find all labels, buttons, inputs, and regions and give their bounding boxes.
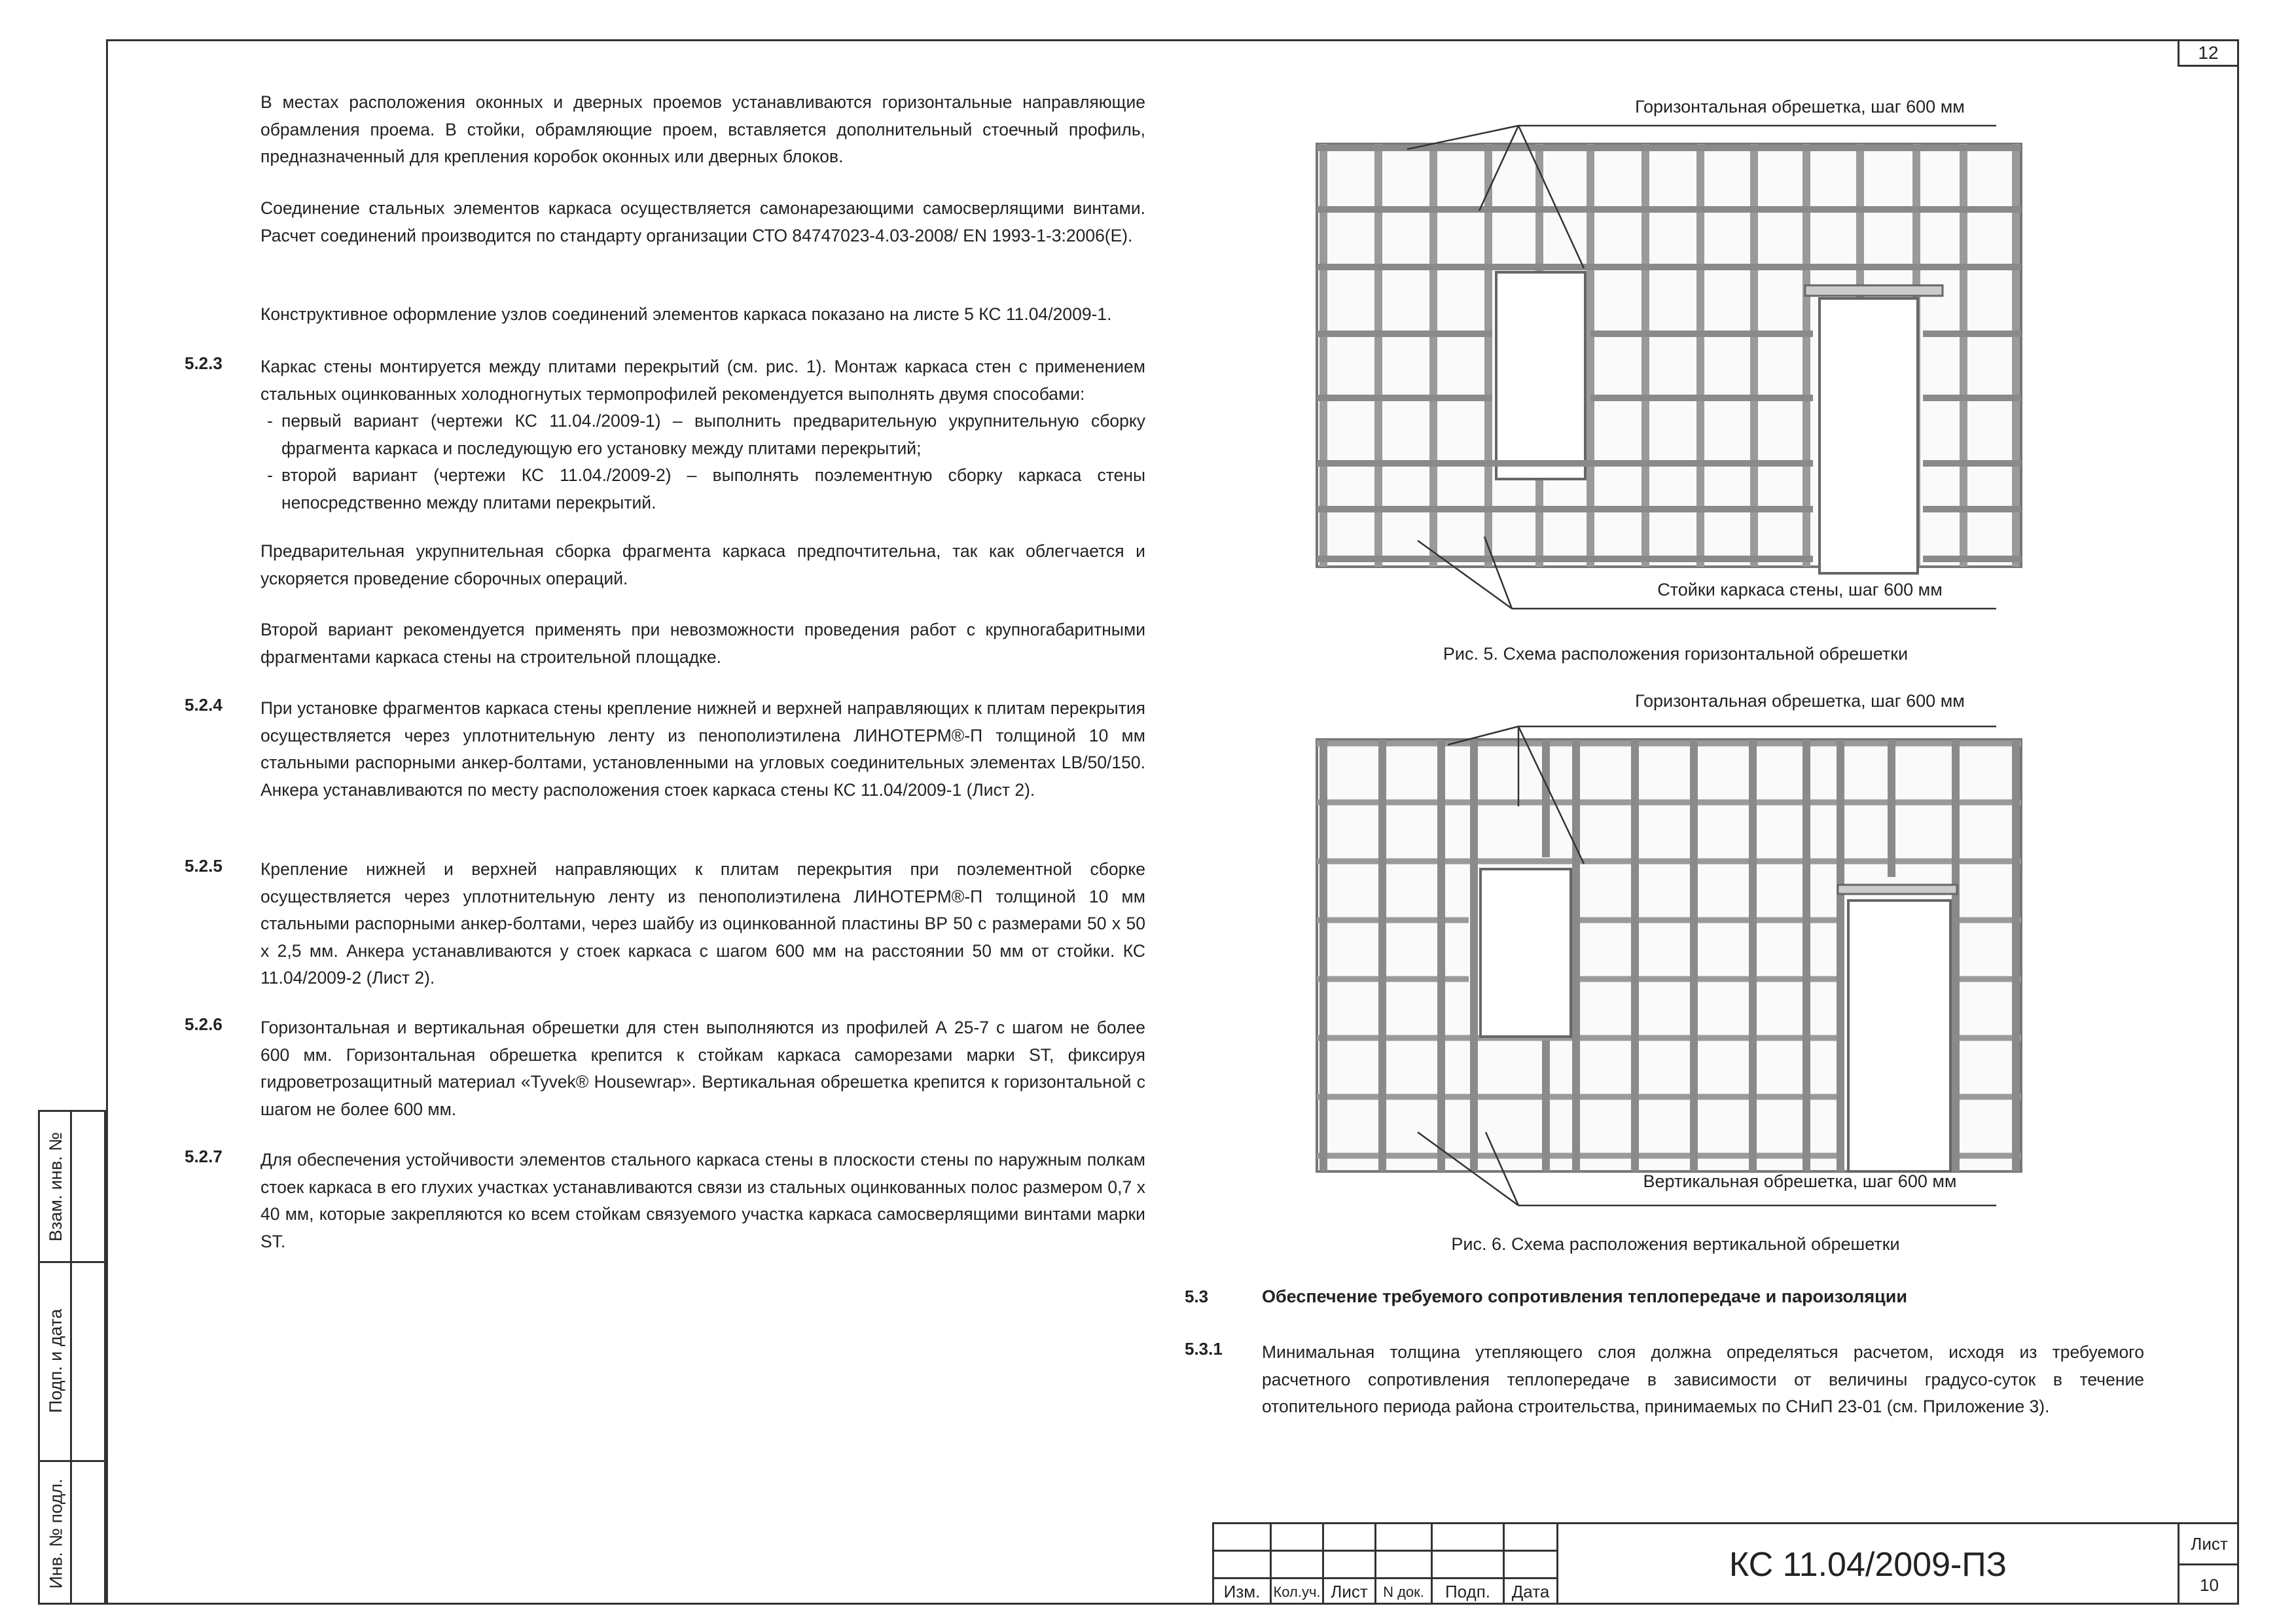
- paragraph-second-variant: Второй вариант рекомендуется применять при невозможности проведения работ с крупногабаритными фрагментами каркаса стены на строительной площадке.: [260, 620, 1145, 667]
- figure-6-vertical-battens: [1302, 713, 2036, 1211]
- strip-label-podp: Подп. и дата: [46, 1308, 66, 1413]
- clause-number-5-2-3: 5.2.3: [185, 353, 223, 373]
- tb-col-data: Дата: [1503, 1577, 1556, 1605]
- window-opening: [1496, 272, 1585, 479]
- paragraph-5-2-5: Крепление нижней и верхней направляющих к плитам перекрытия при поэлементной сборке осуществляется через уплотнительную ленту из пенополиэтилена ЛИНОТЕРМ®-П толщиной 10 мм стальными распорными анкер-болтами, через шайбу из оцинкованной пластины ВР 50 с размерами 50 х 50 х 2,5 мм. Анкера устанавливаются у стоек каркаса с шагом 600 мм на расстоянии 50 мм от стойки. КС 11.04/2009-2 (Лист 2).: [260, 859, 1145, 988]
- paragraph-5-2-4: При установке фрагментов каркаса стены крепление нижней и верхней направляющих к плитам перекрытия осуществляется через уплотнительную ленту из пенополиэтилена ЛИНОТЕРМ®-П толщиной 10 мм стальными распорными анкер-болтами, установленными на угловых соединительных элементах LB/50/150. Анкера устанавливаются по месту расположения стоек каркаса стены КС 11.04/2009-1 (Лист 2).: [260, 698, 1145, 800]
- clause-number-5-2-7: 5.2.7: [185, 1147, 223, 1166]
- clause-number-5-2-6: 5.2.6: [185, 1014, 223, 1034]
- binding-strip: [38, 1110, 106, 1605]
- fig5-caption: Рис. 5. Схема расположения горизонтальной обрешетки: [1443, 644, 1909, 664]
- tb-col-list: Лист: [1322, 1577, 1374, 1605]
- bullet-variant-1: - первый вариант (чертежи КС 11.04./2009-1) – выполнить предварительную укрупнительную сборку фрагмента каркаса и последующую его установку между плитами перекрытий;: [281, 408, 1145, 462]
- section-number-5-3: 5.3: [1185, 1287, 1209, 1306]
- tb-col-podp: Подп.: [1431, 1577, 1503, 1605]
- window-opening: [1480, 869, 1571, 1037]
- strip-label-inv: Инв. № подл.: [46, 1478, 66, 1589]
- paragraph-preassembly: Предварительная укрупнительная сборка фрагмента каркаса предпочтительна, так как облегчается и ускоряется проведение сборочных операций.: [260, 541, 1145, 588]
- clause-number-5-2-4: 5.2.4: [185, 695, 223, 715]
- paragraph-5-3-1: Минимальная толщина утепляющего слоя должна определяться расчетом, исходя из требуемого расчетного сопротивления теплопередаче в зависимости от величины градусо-суток в течение отопительного периода района строительства, принимаемых по СНиП 23-01 (см. Приложение 3).: [1262, 1342, 2144, 1416]
- door-lintel: [1805, 285, 1943, 296]
- clause-number-5-3-1: 5.3.1: [1185, 1339, 1223, 1359]
- top-sheet-number: 12: [2178, 39, 2239, 67]
- paragraph-5-2-3: Каркас стены монтируется между плитами перекрытий (см. рис. 1). Монтаж каркаса стен с применением стальных оцинкованных холодногнутых термопрофилей рекомендуется выполнять двумя способами: - первый вариант (чертежи КС 11.04./2009-1) – выполнить предварительную укрупнительную сборку фрагмента каркаса и последующую его установку между плитами перекрытий; - второй вариант (чертежи КС 11.04./2009-2) – выполнять поэлементную сборку каркаса стены непосредственно между плитами перекрытий.: [260, 353, 1145, 516]
- paragraph-joints: Конструктивное оформление узлов соединений элементов каркаса показано на листе 5 КС 11.04/2009-1.: [260, 304, 1112, 324]
- tb-code-field: [1556, 1522, 2178, 1605]
- tb-col-ndok: N док.: [1374, 1577, 1431, 1605]
- door-opening: [1848, 901, 1950, 1171]
- tb-sheet-label: Лист: [2178, 1522, 2239, 1563]
- figure-5-horizontal-battens: [1302, 92, 2036, 615]
- tb-sheet-number: 10: [2178, 1563, 2239, 1605]
- paragraph-openings: В местах расположения оконных и дверных проемов устанавливаются горизонтальные направляющие обрамления проема. В стойки, обрамляющие проем, вставляется дополнительный стоечный профиль, предназначенный для крепления коробок оконных или дверных блоков.: [260, 92, 1145, 166]
- paragraph-connections: Соединение стальных элементов каркаса осуществляется самонарезающими самосверлящими винтами. Расчет соединений производится по стандарту организации СТО 84747023-4.03-2008/ EN 1993-1-3:2006(E).: [260, 198, 1145, 245]
- tb-col-kol: Кол.уч.: [1270, 1577, 1322, 1605]
- section-title-5-3: Обеспечение требуемого сопротивления теплопередаче и пароизоляции: [1262, 1287, 1907, 1306]
- door-opening: [1820, 298, 1918, 573]
- paragraph-5-2-7: Для обеспечения устойчивости элементов стального каркаса стены в плоскости стены по наружным полкам стоек каркаса в его глухих участках устанавливаются связи из стальных оцинкованных полос размером 0,7 х 40 мм, которые закрепляются ко всем стойкам связуемого участка каркаса самосверлящими винтами марки ST.: [260, 1150, 1145, 1251]
- fig5-label-horizontal: Горизонтальная обрешетка, шаг 600 мм: [1635, 97, 1965, 116]
- document-code: КС 11.04/2009-ПЗ: [1729, 1545, 2007, 1584]
- clause-number-5-2-5: 5.2.5: [185, 856, 223, 876]
- bullet-variant-2: - второй вариант (чертежи КС 11.04./2009-2) – выполнять поэлементную сборку каркаса стены непосредственно между плитами перекрытий.: [281, 462, 1145, 516]
- strip-label-vzam: Взам. инв. №: [46, 1132, 66, 1241]
- fig6-label-horizontal: Горизонтальная обрешетка, шаг 600 мм: [1635, 691, 1965, 711]
- fig5-label-studs: Стойки каркаса стены, шаг 600 мм: [1657, 580, 1943, 599]
- paragraph-5-2-6: Горизонтальная и вертикальная обрешетки для стен выполняются из профилей А 25-7 с шагом не более 600 мм. Горизонтальная обрешетка крепится к стойкам каркаса саморезами марки ST, фиксируя гидроветрозащитный материал «Tyvek® Housewrap». Вертикальная обрешетка крепится к горизонтальной с шагом не более 600 мм.: [260, 1018, 1145, 1119]
- door-lintel: [1838, 885, 1957, 894]
- fig6-caption: Рис. 6. Схема расположения вертикальной обрешетки: [1451, 1234, 1900, 1254]
- title-block: [1212, 1522, 2239, 1605]
- fig6-label-vertical: Вертикальная обрешетка, шаг 600 мм: [1643, 1171, 1957, 1191]
- tb-col-izm: Изм.: [1212, 1577, 1270, 1605]
